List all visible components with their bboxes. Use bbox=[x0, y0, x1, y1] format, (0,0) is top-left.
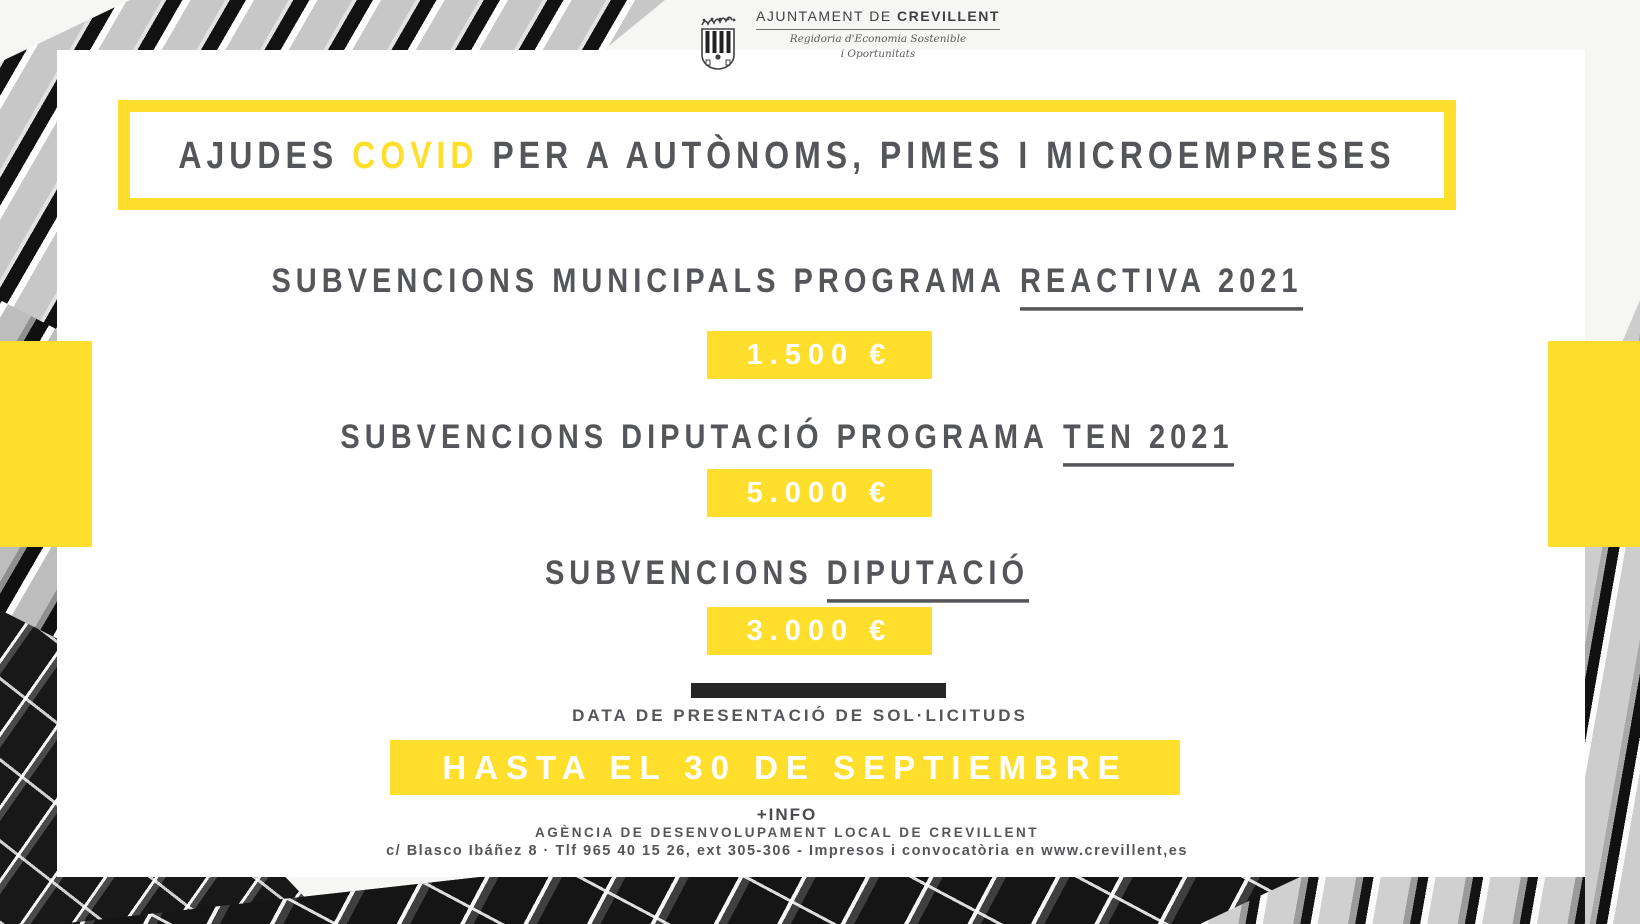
crevillent-coat-of-arms-icon bbox=[700, 16, 736, 76]
agency-line: AGÈNCIA DE DESENVOLUPAMENT LOCAL DE CREVILLENT bbox=[534, 825, 1040, 840]
amount-badge-ten: 5.000 € bbox=[707, 469, 932, 517]
organization-name: AJUNTAMENT DE CREVILLENT bbox=[756, 8, 1000, 30]
department-line-2: i Oportunitats bbox=[840, 48, 916, 60]
amount-badge-diputacio: 3.000 € bbox=[707, 607, 932, 655]
amount-badge-reactiva: 1.500 € bbox=[707, 331, 932, 379]
title-post: PER A AUTÒNOMS, PIMES I MICROEMPRESES bbox=[478, 133, 1396, 176]
address-line: c/ Blasco Ibáñez 8 · Tlf 965 40 15 26, ext 305-306 - Impresos i convocatòria en www.crevillent,es bbox=[386, 843, 1188, 859]
page-title bbox=[178, 133, 1395, 177]
title-frame bbox=[118, 100, 1456, 210]
more-info-label: +INFO bbox=[756, 805, 818, 824]
grant-title-ten-underlined: TEN 2021 bbox=[1063, 418, 1234, 466]
grant-title-reactiva-underlined: REACTIVA 2021 bbox=[1020, 262, 1303, 310]
title-covid-highlight: COVID bbox=[352, 133, 479, 176]
divider-bar bbox=[691, 683, 946, 698]
title-pre: AJUDES bbox=[178, 133, 353, 176]
department-line-1: Regidoria d'Economia Sostenible bbox=[789, 33, 967, 45]
deadline-heading: DATA DE PRESENTACIÓ DE SOL·LICITUDS bbox=[572, 706, 1028, 725]
grant-title-diputacio: SUBVENCIONS DIPUTACIÓ bbox=[0, 554, 1574, 602]
grant-title-diputacio-underlined: DIPUTACIÓ bbox=[827, 554, 1029, 602]
grant-title-reactiva: SUBVENCIONS MUNICIPALS PROGRAMA REACTIVA 2021 bbox=[0, 262, 1574, 310]
municipal-logo bbox=[700, 8, 1120, 76]
deadline-badge: HASTA EL 30 DE SEPTIEMBRE bbox=[390, 740, 1180, 795]
grant-title-ten: SUBVENCIONS DIPUTACIÓ PROGRAMA TEN 2021 bbox=[0, 418, 1574, 466]
